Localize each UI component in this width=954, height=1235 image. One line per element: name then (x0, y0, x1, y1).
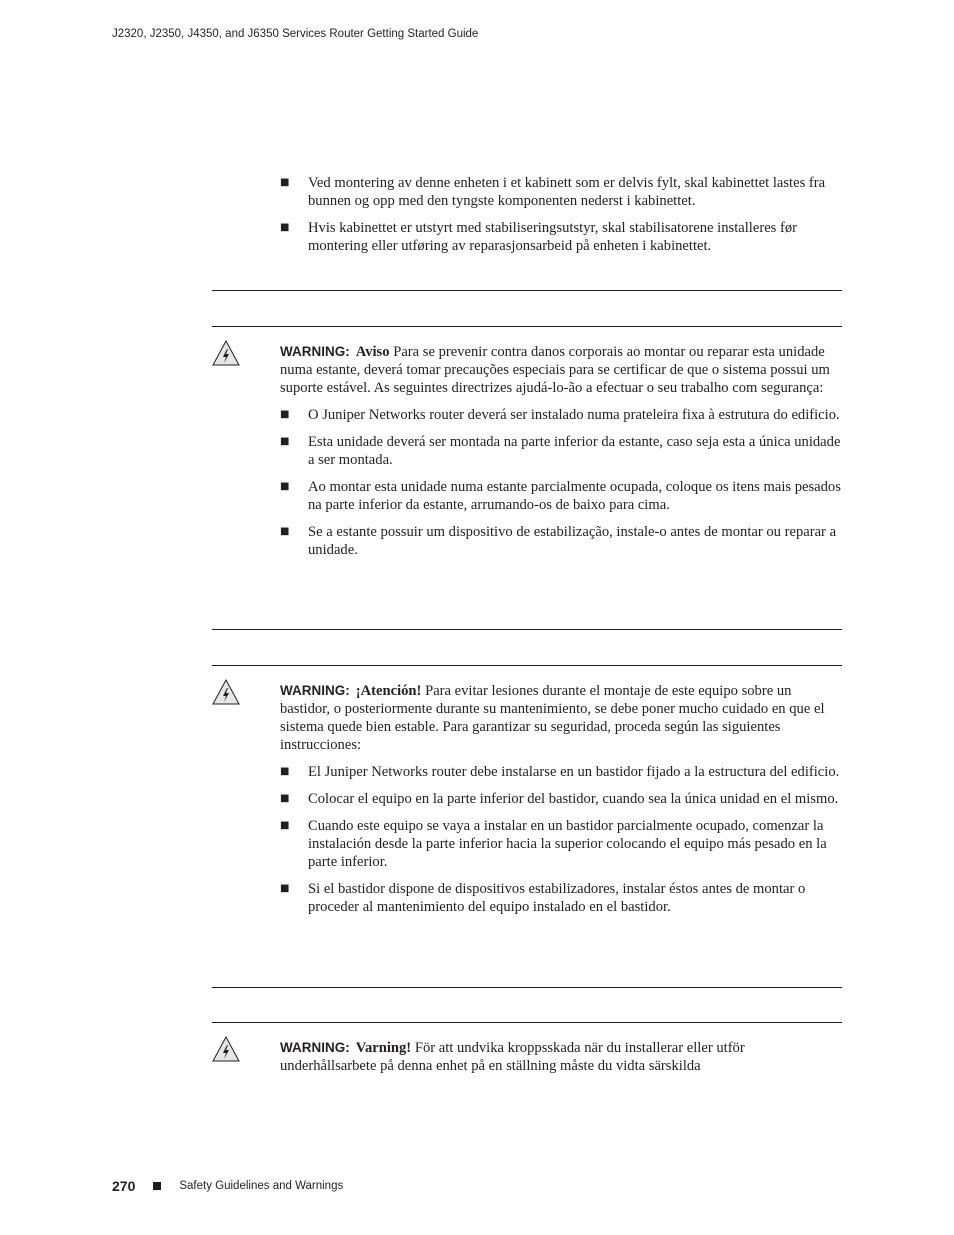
warning-lightning-icon (212, 340, 240, 366)
section-divider (212, 326, 842, 327)
warning-title: ¡Atención! (355, 683, 422, 699)
section-divider (212, 987, 842, 988)
list-item: ■ Esta unidade deverá ser montada na parte inferior da estante, caso seja esta a única unidade a ser montada. (280, 433, 842, 469)
list-item: ■ O Juniper Networks router deverá ser instalado numa prateleira fixa à estrutura do edificio. (280, 406, 842, 424)
warning-block-portuguese (280, 343, 842, 568)
list-item: ■ Cuando este equipo se vaya a instalar en un bastidor parcialmente ocupado, comenzar la instalación desde la parte inferior hacia la superior colocando el equipo más pesado en la parte inferior. (280, 817, 842, 871)
page-number: 270 (112, 1178, 136, 1194)
warning-title: Varning! (355, 1040, 412, 1056)
warning-label: WARNING: (280, 344, 350, 359)
running-header: J2320, J2350, J4350, and J6350 Services Router Getting Started Guide (112, 28, 479, 40)
norwegian-bullet-list (280, 174, 842, 264)
warning-block-swedish (280, 1039, 842, 1075)
warning-paragraph (280, 682, 842, 754)
page-footer (112, 1178, 343, 1194)
list-item: ■ Hvis kabinettet er utstyrt med stabiliseringsutstyr, skal stabilisatorene installeres før montering eller utføring av reparasjonsarbeid på enheten i kabinettet. (280, 219, 842, 255)
warning-text: Para evitar lesiones durante el montaje de este equipo sobre un bastidor, o posteriormente durante su mantenimiento, se debe poner mucho cuidado en que el sistema quede bien estable. Para garantizar su seguridad, proceda según las siguientes instrucciones: (280, 683, 825, 753)
list-item: ■ Colocar el equipo en la parte inferior del bastidor, cuando sea la única unidad en el mismo. (280, 790, 842, 808)
warning-lightning-icon (212, 679, 240, 705)
warning-title: Aviso (355, 344, 390, 360)
list-item: ■ El Juniper Networks router debe instalarse en un bastidor fijado a la estructura del edificio. (280, 763, 842, 781)
section-divider (212, 1022, 842, 1023)
list-item: ■ Si el bastidor dispone de dispositivos estabilizadores, instalar éstos antes de montar o proceder al mantenimiento del equipo instalado en el bastidor. (280, 880, 842, 916)
warning-block-spanish (280, 682, 842, 925)
warning-label: WARNING: (280, 1040, 350, 1055)
section-divider (212, 290, 842, 291)
section-divider (212, 629, 842, 630)
warning-label: WARNING: (280, 683, 350, 698)
warning-text: Para se prevenir contra danos corporais ao montar ou reparar esta unidade numa estante, deverá tomar precauções especiais para se certificar de que o sistema possui um suporte estável. As seguintes directrizes ajudá-lo-ão a efectuar o seu trabalho com segurança: (280, 344, 830, 396)
footer-section-title: Safety Guidelines and Warnings (179, 1180, 344, 1192)
warning-text: För att undvika kroppsskada när du installerar eller utför underhållsarbete på denna enhet på en ställning måste du vidta särskilda (280, 1040, 745, 1074)
section-divider (212, 665, 842, 666)
warning-paragraph (280, 343, 842, 397)
warning-lightning-icon (212, 1036, 240, 1062)
list-item: ■ Se a estante possuir um dispositivo de estabilização, instale-o antes de montar ou reparar a unidade. (280, 523, 842, 559)
list-item: ■ Ved montering av denne enheten i et kabinett som er delvis fylt, skal kabinettet lastes fra bunnen og opp med den tyngste komponenten nederst i kabinettet. (280, 174, 842, 210)
warning-paragraph (280, 1039, 842, 1075)
list-item: ■ Ao montar esta unidade numa estante parcialmente ocupada, coloque os itens mais pesados na parte inferior da estante, arrumando-os de baixo para cima. (280, 478, 842, 514)
footer-square-separator (153, 1182, 161, 1190)
